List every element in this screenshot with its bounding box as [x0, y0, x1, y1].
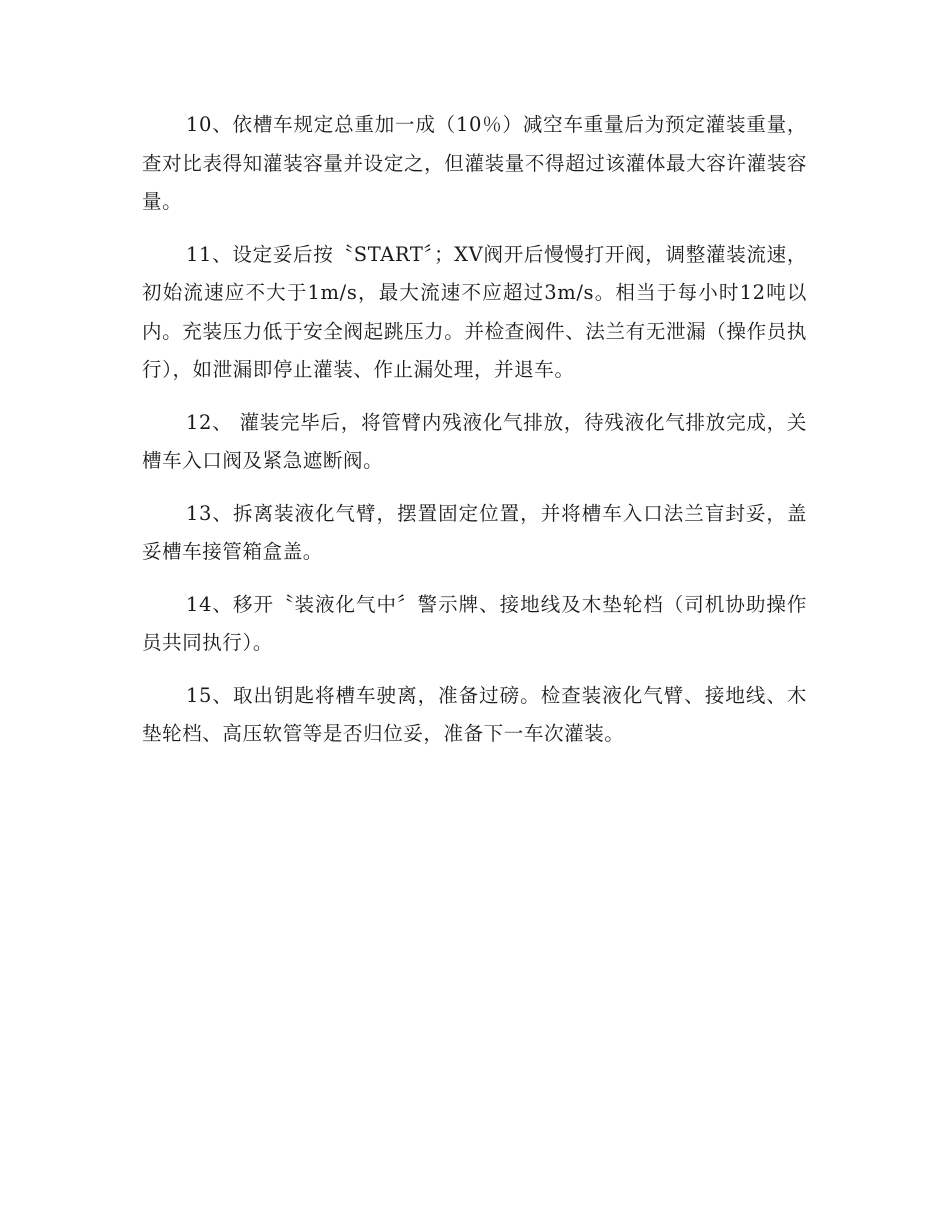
paragraph-step-14: 14、移开〝装液化气中〞警示牌、接地线及木垫轮档（司机协助操作员共同执行）。 — [142, 592, 807, 654]
paragraph-step-11: 11、设定妥后按〝START〞；XV阀开后慢慢打开阀，调整灌装流速，初始流速应不大于1m/s，最大流速不应超过3m/s。相当于每小时12吨以内。充装压力低于安全阀起跳压力。并检查阀件、法兰有无泄漏（操作员执行），如泄漏即停止灌装、作止漏处理，并退车。 — [142, 242, 807, 381]
paragraph-step-15: 15、取出钥匙将槽车驶离，准备过磅。检查装液化气臂、接地线、木垫轮档、高压软管等是否归位妥，准备下一车次灌装。 — [142, 683, 807, 745]
document-body — [142, 106, 807, 768]
paragraph-step-10: 10、依槽车规定总重加一成（10％）减空车重量后为预定灌装重量，查对比表得知灌装容量并设定之，但灌装量不得超过该灌体最大容许灌装容量。 — [142, 113, 807, 213]
paragraph-step-12: 12、 灌装完毕后，将管臂内残液化气排放，待残液化气排放完成，关槽车入口阀及紧急遮断阀。 — [142, 410, 807, 472]
paragraph-step-13: 13、拆离装液化气臂，摆置固定位置，并将槽车入口法兰盲封妥，盖妥槽车接管箱盒盖。 — [142, 501, 807, 563]
